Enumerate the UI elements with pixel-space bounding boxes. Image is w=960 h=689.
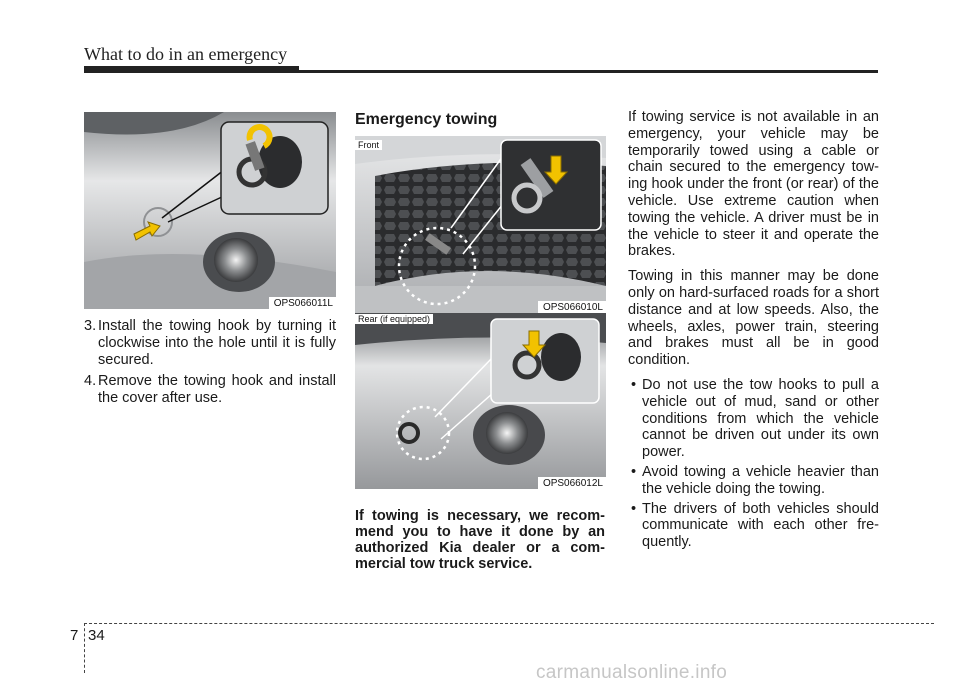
bullet-text: The drivers of both vehicles should communicate with each other fre-quently. bbox=[642, 500, 879, 551]
bullet-text: Do not use the tow hooks to pull a vehicle out of mud, sand or other conditions from which the vehicle cannot be driven out under its own power. bbox=[642, 376, 879, 461]
emergency-towing-heading: Emergency towing bbox=[355, 111, 498, 128]
front-label: Front bbox=[355, 140, 382, 150]
chapter-number: 7 bbox=[70, 627, 79, 644]
paragraph: Towing in this manner may be done only on hard-surfaced roads for a short distance and at low speeds. Also, the wheels, axles, power train, steering and brakes must all be in good condition. bbox=[628, 268, 879, 369]
watermark: carmanualsonline.info bbox=[536, 662, 728, 683]
step-number: 3. bbox=[84, 318, 97, 334]
section-title: What to do in an emergency bbox=[84, 44, 288, 64]
bullet-dot: • bbox=[631, 463, 637, 480]
towing-instructions bbox=[628, 109, 879, 554]
figure-code: OPS066010L bbox=[538, 301, 606, 313]
footer-divider bbox=[84, 623, 85, 673]
figure-install-hook bbox=[84, 112, 336, 309]
header-rule bbox=[84, 70, 878, 73]
step-item bbox=[84, 373, 336, 407]
paragraph: If towing service is not available in an emergency, your vehicle may be temporarily towed using a cable or chain secured to the emergency tow-ing hook under the front (or rear) of the vehicle. Use extreme caution when towing the vehicle. A driver must be in the vehicle to steer it and operate the brakes. bbox=[628, 109, 879, 260]
step-number: 4. bbox=[84, 373, 97, 389]
bullet-item bbox=[628, 377, 879, 461]
rear-label: Rear (if equipped) bbox=[355, 314, 433, 324]
figure-code: OPS066011L bbox=[269, 297, 336, 309]
figure-front-hook bbox=[355, 136, 606, 313]
page-number: 34 bbox=[88, 627, 105, 644]
figure-rear-hook bbox=[355, 313, 606, 489]
rear-bumper-illustration bbox=[355, 313, 606, 489]
step-text: Remove the towing hook and install the cover after use. bbox=[98, 373, 336, 406]
figure-code: OPS066012L bbox=[538, 477, 606, 489]
step-text: Install the towing hook by turning it clockwise into the hole until it is fully secured. bbox=[98, 318, 336, 368]
bumper-illustration bbox=[84, 112, 336, 309]
install-steps bbox=[84, 318, 336, 411]
bullet-dot: • bbox=[631, 500, 637, 517]
front-grille-illustration bbox=[355, 136, 606, 313]
bullet-item bbox=[628, 464, 879, 498]
bullet-text: Avoid towing a vehicle heavier than the vehicle doing the towing. bbox=[642, 463, 879, 497]
bullet-dot: • bbox=[631, 376, 637, 393]
bullet-item bbox=[628, 501, 879, 551]
footer-rule bbox=[84, 623, 934, 624]
towing-recommendation: If towing is necessary, we recom-mend you to have it done by an authorized Kia dealer or a com-mercial tow truck service. bbox=[355, 508, 605, 572]
step-item bbox=[84, 318, 336, 369]
